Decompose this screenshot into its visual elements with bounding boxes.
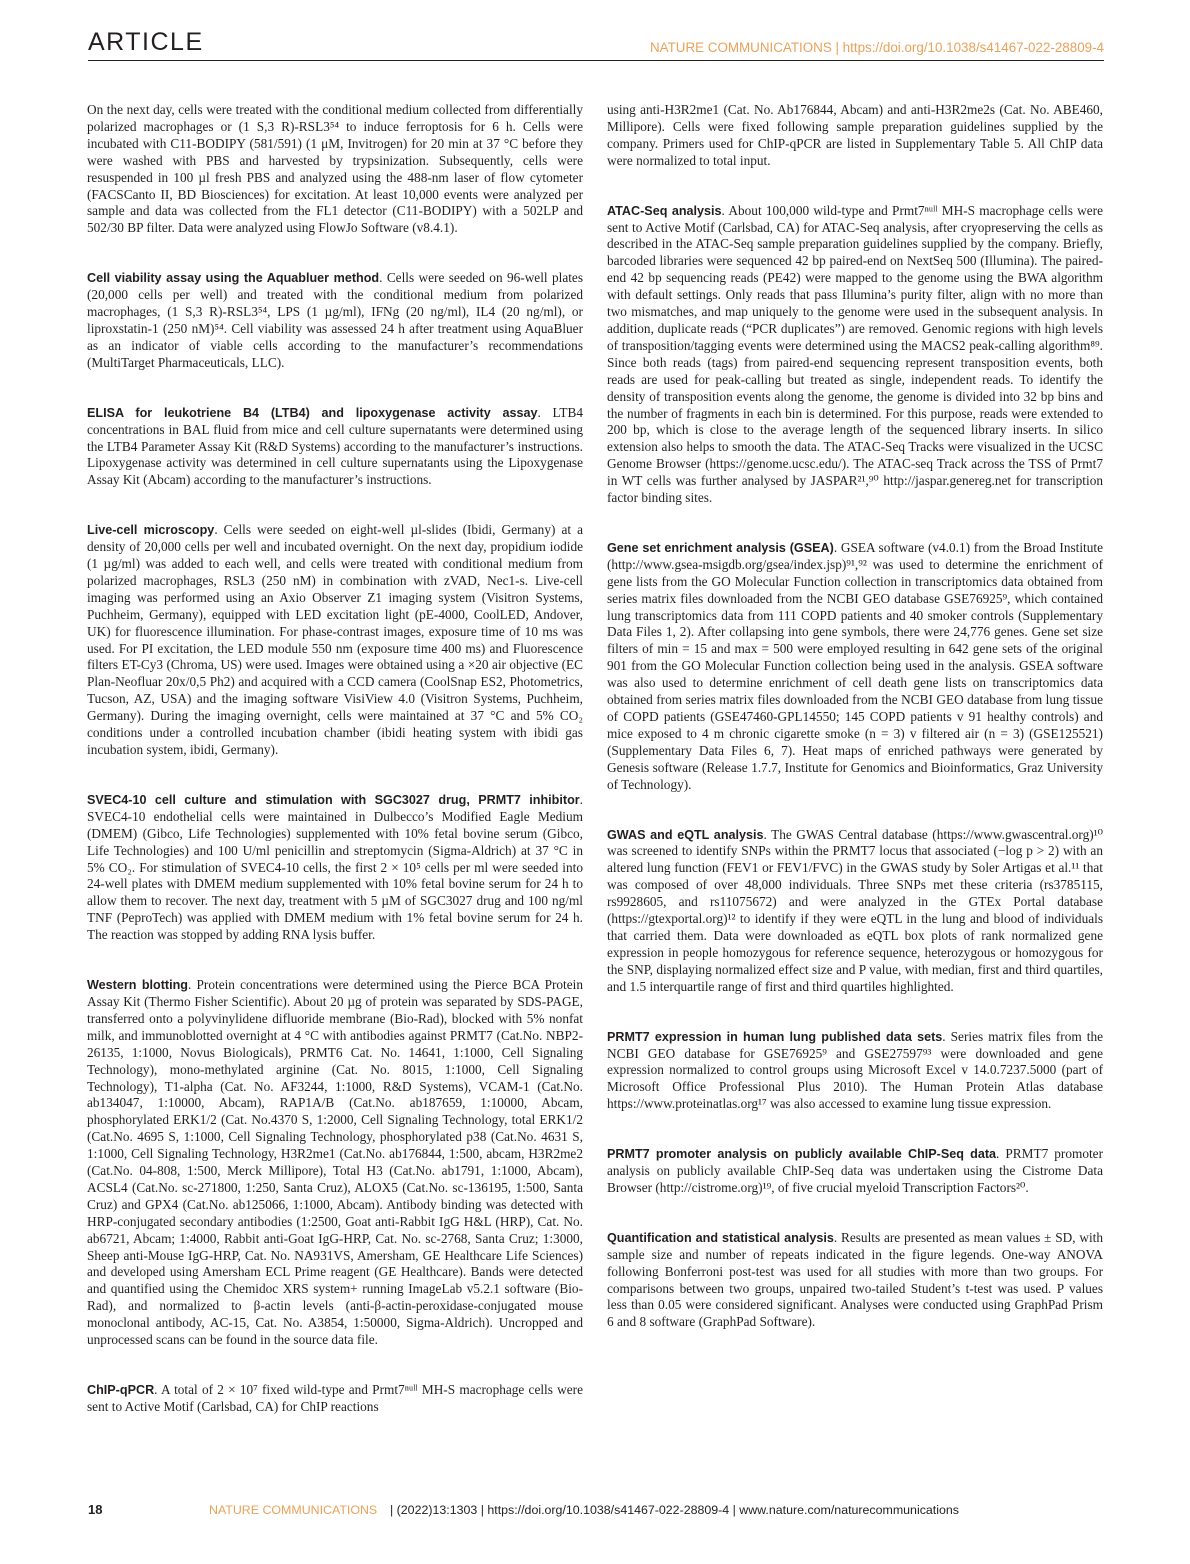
section-body: . The GWAS Central database (https://www.gwascentral.org)¹⁰ was screened to identify SNPs within the PRMT7 locus that associated (−log p > 2) with an altered lung function (FEV1 or FEV1/FVC) in the GWAS study by Soler Artigas et al.¹¹ that was composed of over 48,000 individuals. Three SNPs met these criteria (rs3785115, rs9928605, and rs11075672) and were analyzed in the GTEx Portal database (https://gtexportal.org)¹² to identify if they were eQTL in the lung and blood of individuals that carried them. Data were downloaded as eQTL box plots of rank normalized gene expression in people homozygous for reference sequence, heterozygous or homozygous for the SNP, displaying normalized effect size and P value, with median, first and third quartiles, and 1.5 interquartile range of first and third quartiles highlighted. [607,826,1103,994]
section-heading: Live-cell microscopy [87,523,215,538]
section-heading: GWAS and eQTL analysis [607,827,764,842]
section-heading: PRMT7 promoter analysis on publicly available ChIP-Seq data [607,1147,997,1162]
flow-cytometry-paragraph [87,102,583,237]
elisa-section [87,405,583,490]
chip-qpcr-continued-paragraph [607,102,1103,170]
live-cell-microscopy-section [87,522,583,759]
footer-citation-links[interactable]: | (2022)13:1303 | https://doi.org/10.1038/s41467-022-28809-4 | www.nature.com/naturecommunications [390,1503,959,1517]
section-body: . PRMT7 promoter analysis on publicly available ChIP-Seq data was undertaken using the Cistrome Data Browser (http://cistrome.org)¹⁹, of five crucial myeloid Transcription Factors²⁰. [607,1146,1103,1195]
section-body: . Results are presented as mean values ± SD, with sample size and number of repeats indicated in the figure legends. One-way ANOVA following Bonferroni post-test was used for all studies with more than two groups. For comparisons between two groups, unpaired two-tailed Student’s t-test was used. P values less than 0.05 were considered significant. Analyses were conducted using GraphPad Prism 6 and 8 software (GraphPad Software). [607,1229,1103,1330]
section-body: using anti-H3R2me1 (Cat. No. Ab176844, Abcam) and anti-H3R2me2s (Cat. No. ABE460, Millipore). Cells were fixed following sample preparation guidelines supplied by the company. Primers used for ChIP-qPCR are listed in Supplementary Table 5. All ChIP data were normalized to total input. [607,102,1103,168]
prmt7-promoter-section [607,1146,1103,1197]
section-body: . GSEA software (v4.0.1) from the Broad Institute (http://www.gsea-msigdb.org/gsea/index.jsp)⁹¹,⁹² was used to determine the enrichment of gene lists from the GO Molecular Function collection in transcriptomics data obtained from series matrix files downloaded from the NCBI GEO database GSE76925⁹, which contained lung transcriptomics data from 111 COPD patients and 40 smoker controls (Supplementary Data Files 1, 2). After collapsing into gene symbols, there were 24,776 genes. Gene set size filters of min = 15 and max = 500 were employed resulting in 642 gene sets of the original 901 from the GO Molecular Function collection being used in the analysis. GSEA software was also used to determine enrichment of cell death gene lists on transcriptomics data obtained from series matrix files downloaded from the NCBI GEO database from lung tissue of COPD patients (GSE47460-GPL14550; 145 COPD patients v 91 healthy controls) and mice exposed to 4 m chronic cigarette smoke (n = 3) v filtered air (n = 3) (GSE125521) (Supplementary Data Files 6, 7). Heat maps of enriched pathways were generated by Genesis software (Release 1.7.7, Institute for Genomics and Bioinformatics, Graz University of Technology). [607,539,1103,792]
section-heading: SVEC4-10 cell culture and stimulation with SGC3027 drug, PRMT7 inhibitor [87,792,580,807]
running-header [88,30,1104,61]
section-heading: ATAC-Seq analysis [607,203,722,218]
cell-viability-section [87,270,583,371]
atac-seq-section [607,203,1103,507]
section-body: . About 100,000 wild-type and Prmt7ⁿᵘˡˡ MH-S macrophage cells were sent to Active Motif (Carlsbad, CA) for ATAC-Seq analysis, after cryopreserving the cells as described in the ATAC-Seq sample preparation guidelines supplied by the company. Briefly, barcoded libraries were sequenced 42 bp paired-end on NextSeq 500 (Illumina). The paired-end 42 bp sequencing reads (PE42) were mapped to the genome using the BWA algorithm with default settings. Only reads that pass Illumina’s purity filter, align with no more than two mismatches, and map uniquely to the genome were used in the subsequent analysis. In addition, duplicate reads (“PCR duplicates”) are removed. Genomic regions with high levels of transposition/tagging events were determined using the MACS2 peak-calling algorithm⁸⁹. Since both reads (tags) from paired-end sequencing represent transposition events, both reads are used for peak-calling but treated as single, independent reads. To identify the density of transposition events along the genome, the genome is divided into 32 bp bins and the number of fragments in each bin is determined. For this purpose, reads were extended to 200 bp, which is close to the average length of the sequenced library inserts. In silico extension also helps to smooth the data. The ATAC-Seq Tracks were visualized in the UCSC Genome Browser (https://genome.ucsc.edu/). The ATAC-seq Track across the TSS of Prmt7 in WT cells was further analysed by JASPAR²¹,⁹⁰ http://jaspar.genereg.net for transcription factor binding sites. [607,202,1103,506]
section-body: . A total of 2 × 10⁷ fixed wild-type and Prmt7ⁿᵘˡˡ MH-S macrophage cells were sent to Active Motif (Carlsbad, CA) for ChIP reactions [87,1382,583,1414]
prmt7-expression-section [607,1029,1103,1114]
journal-doi-link[interactable]: NATURE COMMUNICATIONS | https://doi.org/10.1038/s41467-022-28809-4 [650,40,1104,55]
left-column [87,102,583,1416]
svec4-10-section [87,792,583,944]
section-body: . SVEC4-10 endothelial cells were maintained in Dulbecco’s Modified Eagle Medium (DMEM) (Gibco, Life Technologies) supplemented with 10% fetal bovine serum (Gibco, Life Technologies) and 100 U/ml penicillin and streptomycin (Sigma-Aldrich) at 37 °C in 5% CO₂. For stimulation of SVEC4-10 cells, the first 2 × 10⁵ cells per ml were seeded into 24-well plates with DMEM medium supplemented with 10% fetal bovine serum for 24 h to allow them to recover. The next day, treatment with 5 µM of SGC3027 drug and 100 ng/ml TNF (PeproTech) was applied with DMEM medium with 1% fetal bovine serum for 24 h. The reaction was stopped by adding RNA lysis buffer. [87,791,583,943]
section-body: . Protein concentrations were determined using the Pierce BCA Protein Assay Kit (Thermo Fisher Scientific). About 20 µg of protein was separated by SDS-PAGE, transferred onto a polyvinylidene difluoride membrane (Bio-Rad), blocked with 5% nonfat milk, and immunoblotted overnight at 4 °C with antibodies against PRMT7 (Cat.No. NBP2-26135, 1:1000, Novus Biologicals), PRMT6 Cat. No. 14641, 1:1000, Cell Signaling Technology), mono-methylated arginine (Cat. No. 8015, 1:1000, Cell Signaling Technology), T1-alpha (Cat. No. AF3244, 1:1000, R&D Systems), VCAM-1 (Cat.No. ab134047, 1:10000, Abcam), RAP1A/B (Cat.No. ab187659, 1:10000, Abcam, phosphorylated ERK1/2 (Cat. No.4370 S, 1:2000, Cell Signaling Technology, total ERK1/2 (Cat.No. 4695 S, 1:1000, Cell Signaling Technology, phosphorylated p38 (Cat.No. 4631 S, 1:1000, Cell Signaling Technology, H3R2me1 (Cat.No. ab176844, 1:500, abcam, H3R2me2 (Cat.No. 04-808, 1:500, Merck Millipore), Total H3 (Cat.No. ab1791, 1:1000, Abcam), ACSL4 (Cat.No. sc-271800, 1:250, Santa Cruz), ALOX5 (Cat.No. sc-136195, 1:500, Santa Cruz) and GPX4 (Cat.No. ab125066, 1:1000, Abcam). Antibody binding was detected with HRP-conjugated secondary antibodies (1:2500, Goat anti-Rabbit IgG H&L (HRP), Cat. No. ab6721, Abcam; 1:4000, Rabbit anti-Goat IgG-HRP, Cat. No. sc-2768, Santa Cruz; 1:3000, Sheep anti-Mouse IgG-HRP, Cat. No. NA931VS, Amersham, GE Healthcare Life Sciences) and developed using Amersham ECL Prime reagent (GE Healthcare). Bands were detected and quantified using the Chemidoc XRS system+ running ImageLab v5.2.1 software (Bio-Rad), and normalized to β-actin levels (anti-β-actin-peroxidase-conjugated mouse monoclonal antibody, AC-15, Cat. No. A3854, 1:50000, Sigma-Aldrich). Uncropped and unprocessed scans can be found in the source data file. [87,977,583,1348]
gsea-section [607,540,1103,794]
page-footer [88,1502,1104,1522]
section-heading: Gene set enrichment analysis (GSEA) [607,540,834,555]
right-column [607,102,1103,1331]
section-heading: ChIP-qPCR [87,1383,155,1397]
article-label: ARTICLE [88,28,204,56]
section-body: On the next day, cells were treated with the conditional medium collected from differentially polarized macrophages or (1 S,3 R)-RSL3⁵⁴ to induce ferroptosis for 6 h. Cells were incubated with C11-BODIPY (581/591) (1 μM, Invitrogen) for 20 min at 37 °C before they were washed with PBS and harvested by trypsinization. Subsequently, cells were resuspended in 100 µl fresh PBS and analyzed using the 488-nm laser of flow cytometer (FACSCanto II, BD Biosciences) for excitation. At least 10,000 events were analyzed per sample and data was collected from the FL1 detector (C11-BODIPY) with a 502LP and 502/30 BP filter. Data were analyzed using FlowJo Software (v8.4.1). [87,102,583,236]
statistics-section [607,1230,1103,1331]
section-heading: Western blotting [87,978,188,993]
section-heading: PRMT7 expression in human lung published data sets [607,1029,943,1044]
section-heading: ELISA for leukotriene B4 (LTB4) and lipoxygenase activity assay [87,405,538,420]
section-heading: Cell viability assay using the Aquabluer method [87,271,380,286]
chip-qpcr-section [87,1382,583,1416]
section-heading: Quantification and statistical analysis [607,1230,834,1245]
page-number: 18 [88,1502,103,1517]
section-body: . Cells were seeded on 96-well plates (20,000 cells per well) and treated with the conditional medium from polarized macrophages, (1 S,3 R)-RSL3⁵⁴, LPS (1 µg/ml), IFNg (20 ng/ml), IL4 (20 ng/ml), or liproxstatin-1 (250 nM)⁵⁴. Cell viability was assessed 24 h after treatment using AquaBluer as an indicator of viable cells according to the manufacturer’s recommendations (MultiTarget Pharmaceuticals, LLC). [87,270,583,370]
section-body: . Series matrix files from the NCBI GEO database for GSE76925⁹ and GSE27597⁹³ were downloaded and gene expression normalized to control groups using Microsoft Excel v 14.0.7237.5000 (part of Microsoft Office Professional Plus 2010). The Human Protein Atlas database https://www.proteinatlas.org¹⁷ was also accessed to examine lung tissue expression. [607,1028,1103,1112]
gwas-eqtl-section [607,827,1103,996]
western-blotting-section [87,977,583,1349]
section-body: . LTB4 concentrations in BAL fluid from mice and cell culture supernatants were determined using the LTB4 Parameter Assay Kit (R&D Systems) according to the manufacturer’s instructions. Lipoxygenase activity was determined in cell culture supernatants using the Lipoxygenase Assay Kit (Abcam) according to the manufacturer’s instructions. [87,404,583,488]
section-body: . Cells were seeded on eight-well µl-slides (Ibidi, Germany) at a density of 20,000 cells per well and incubated overnight. On the next day, propidium iodide (1 µg/ml) was added to each well, and cells were treated with conditional medium from polarized macrophages, RSL3 (250 nM) in combination with zVAD, Nec1-s. Live-cell imaging was performed using an Axio Observer Z1 imaging system (Visitron Systems, Puchheim, Germany), equipped with LED excitation light (pE-4000, CoolLED, Andover, UK) for fluorescence illumination. For phase-contrast images, exposure time of 10 ms was used. For PI excitation, the LED module 550 nm (exposure time 400 ms) and Fluorescence filters ET-Cy3 (Chroma, US) were used. Images were obtained using a ×20 air objective (EC Plan-Neofluar 20x/0,5 Ph2) and acquired with a CCD camera (CoolSnap ES2, Photometrics, Tucson, AZ, USA) and the imaging software VisiView 4.0 (Visitron Systems, Puchheim, Germany). During the imaging overnight, cells were maintained at 37 °C and 5% CO₂ conditions under a controlled incubation chamber (ibidi heating system with ibidi gas incubation system, ibidi, Germany). [87,522,583,757]
footer-journal-name: NATURE COMMUNICATIONS [209,1503,378,1517]
